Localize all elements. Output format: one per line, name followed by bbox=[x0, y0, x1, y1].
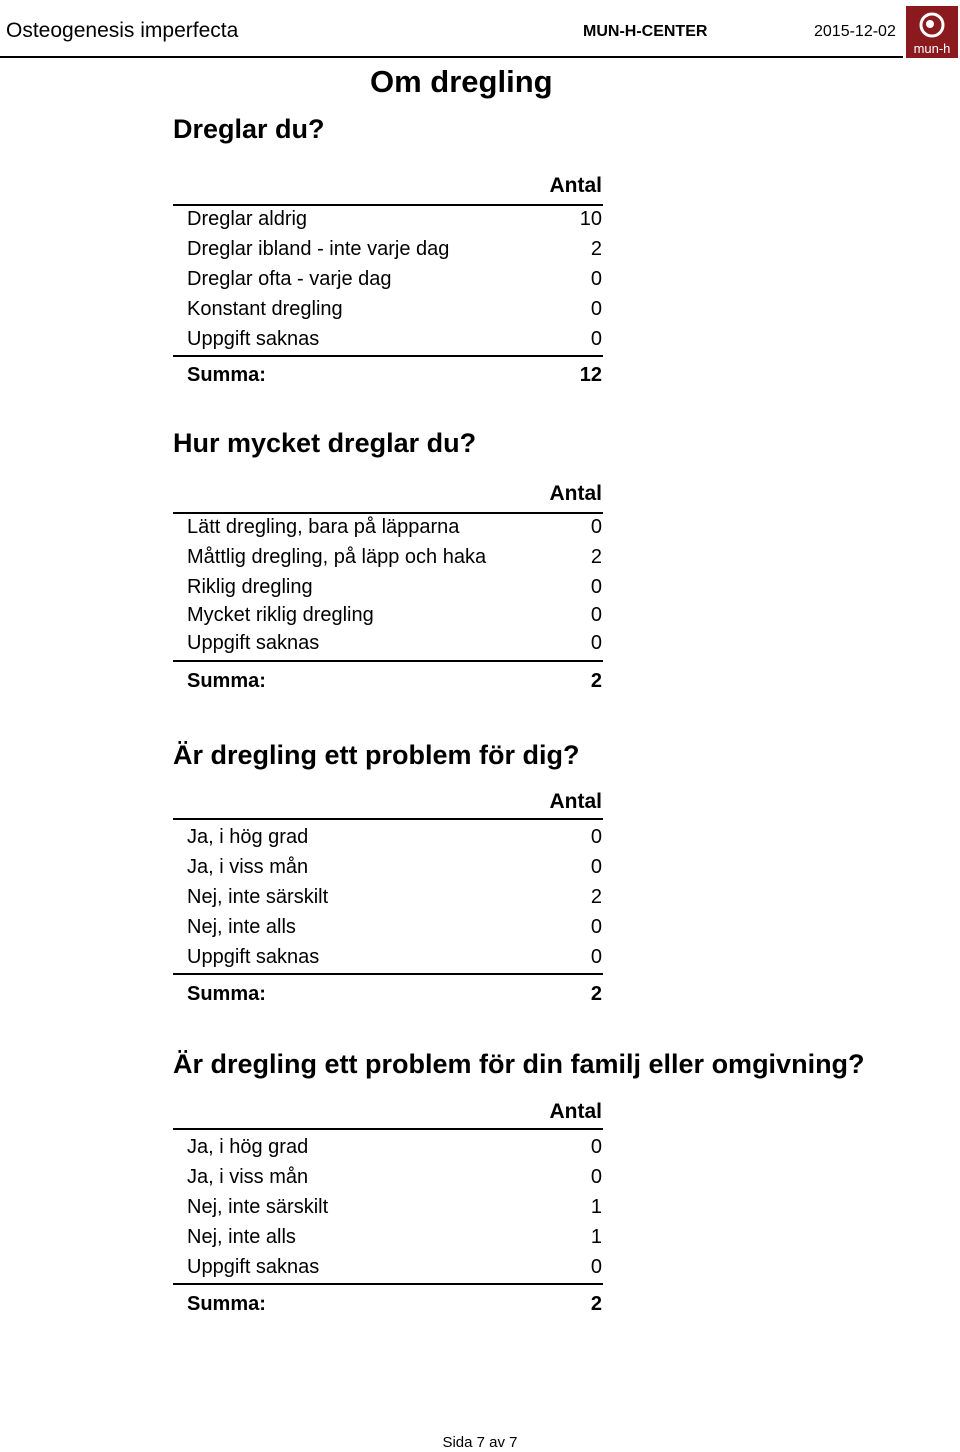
table-row bbox=[187, 546, 602, 574]
sum-row bbox=[187, 983, 602, 1011]
row-value: 1 bbox=[590, 1196, 602, 1218]
table-top-rule bbox=[173, 512, 603, 514]
page-title: Om dregling bbox=[370, 64, 553, 99]
row-label: Dreglar aldrig bbox=[187, 208, 308, 230]
table-row bbox=[187, 886, 602, 914]
column-header: Antal bbox=[549, 1100, 602, 1123]
table-row bbox=[187, 946, 602, 974]
table-top-rule bbox=[173, 204, 603, 206]
table-row bbox=[187, 1226, 602, 1254]
sum-value: 2 bbox=[590, 670, 602, 692]
sum-label: Summa: bbox=[187, 983, 266, 1005]
row-value: 0 bbox=[590, 268, 602, 290]
sum-label: Summa: bbox=[187, 364, 266, 386]
center-name: MUN-H-CENTER bbox=[583, 23, 708, 40]
table-bottom-rule bbox=[173, 660, 603, 662]
page-number: Sida 7 av 7 bbox=[442, 1434, 518, 1451]
section-problem-for-familj bbox=[173, 1049, 873, 1329]
page-header bbox=[0, 0, 960, 60]
header-rule bbox=[0, 56, 903, 58]
table-top-rule bbox=[173, 1128, 603, 1130]
answer-table bbox=[173, 1100, 603, 1320]
sum-value: 2 bbox=[590, 983, 602, 1005]
row-label: Lätt dregling, bara på läpparna bbox=[187, 516, 460, 538]
section-problem-for-dig bbox=[173, 740, 873, 1020]
table-row bbox=[187, 516, 602, 544]
table-row bbox=[187, 1136, 602, 1164]
table-row bbox=[187, 268, 602, 296]
logo-text: mun-h bbox=[913, 41, 951, 56]
section-question: Dreglar du? bbox=[173, 114, 325, 144]
table-row bbox=[187, 856, 602, 884]
table-bottom-rule bbox=[173, 355, 603, 357]
row-value: 0 bbox=[590, 632, 602, 654]
row-value: 0 bbox=[590, 1136, 602, 1158]
table-row bbox=[187, 604, 602, 632]
mun-h-logo bbox=[906, 6, 958, 58]
row-label: Konstant dregling bbox=[187, 298, 343, 320]
row-value: 0 bbox=[590, 516, 602, 538]
table-bottom-rule bbox=[173, 973, 603, 975]
table-row bbox=[187, 1166, 602, 1194]
row-label: Nej, inte alls bbox=[187, 1226, 296, 1248]
table-row bbox=[187, 576, 602, 604]
section-question: Är dregling ett problem för dig? bbox=[173, 740, 580, 770]
section-hur-mycket bbox=[173, 428, 873, 708]
table-row bbox=[187, 298, 602, 326]
table-row bbox=[187, 1256, 602, 1284]
row-value: 0 bbox=[590, 1256, 602, 1278]
table-row bbox=[187, 208, 602, 236]
column-header: Antal bbox=[549, 482, 602, 505]
document-date: 2015-12-02 bbox=[814, 23, 896, 40]
row-label: Mycket riklig dregling bbox=[187, 604, 374, 626]
sum-label: Summa: bbox=[187, 670, 266, 692]
row-value: 2 bbox=[590, 238, 602, 260]
section-question: Är dregling ett problem för din familj eller omgivning? bbox=[173, 1049, 865, 1079]
sum-label: Summa: bbox=[187, 1293, 266, 1315]
answer-table bbox=[173, 790, 603, 1010]
sum-row bbox=[187, 364, 602, 392]
row-value: 1 bbox=[590, 1226, 602, 1248]
row-label: Ja, i viss mån bbox=[187, 1166, 309, 1188]
table-row bbox=[187, 1196, 602, 1224]
row-label: Dreglar ofta - varje dag bbox=[187, 268, 392, 290]
row-label: Ja, i hög grad bbox=[187, 1136, 309, 1158]
row-value: 0 bbox=[590, 946, 602, 968]
table-row bbox=[187, 238, 602, 266]
table-bottom-rule bbox=[173, 1283, 603, 1285]
row-value: 0 bbox=[590, 328, 602, 350]
row-label: Uppgift saknas bbox=[187, 328, 320, 350]
row-value: 0 bbox=[590, 576, 602, 598]
row-label: Ja, i viss mån bbox=[187, 856, 309, 878]
sum-row bbox=[187, 670, 602, 698]
row-value: 2 bbox=[590, 886, 602, 908]
table-row bbox=[187, 826, 602, 854]
column-header: Antal bbox=[549, 174, 602, 197]
section-question: Hur mycket dreglar du? bbox=[173, 428, 477, 458]
sum-value: 2 bbox=[590, 1293, 602, 1315]
row-label: Ja, i hög grad bbox=[187, 826, 309, 848]
row-label: Uppgift saknas bbox=[187, 632, 320, 654]
sum-row bbox=[187, 1293, 602, 1321]
row-value: 0 bbox=[590, 1166, 602, 1188]
row-value: 0 bbox=[590, 604, 602, 626]
column-header: Antal bbox=[549, 790, 602, 813]
row-value: 10 bbox=[579, 208, 602, 230]
row-value: 0 bbox=[590, 298, 602, 320]
sum-value: 12 bbox=[579, 364, 602, 386]
row-label: Måttlig dregling, på läpp och haka bbox=[187, 546, 487, 568]
row-label: Nej, inte alls bbox=[187, 916, 296, 938]
document-title: Osteogenesis imperfecta bbox=[6, 19, 239, 42]
answer-table bbox=[173, 174, 603, 394]
row-label: Uppgift saknas bbox=[187, 1256, 320, 1278]
row-label: Nej, inte särskilt bbox=[187, 1196, 329, 1218]
row-value: 2 bbox=[590, 546, 602, 568]
row-label: Dreglar ibland - inte varje dag bbox=[187, 238, 450, 260]
row-label: Uppgift saknas bbox=[187, 946, 320, 968]
row-value: 0 bbox=[590, 826, 602, 848]
row-value: 0 bbox=[590, 916, 602, 938]
table-top-rule bbox=[173, 818, 603, 820]
answer-table bbox=[173, 482, 603, 702]
table-row bbox=[187, 328, 602, 356]
table-row bbox=[187, 916, 602, 944]
row-label: Riklig dregling bbox=[187, 576, 313, 598]
table-row bbox=[187, 632, 602, 660]
row-value: 0 bbox=[590, 856, 602, 878]
row-label: Nej, inte särskilt bbox=[187, 886, 329, 908]
section-dreglar-du bbox=[173, 114, 873, 394]
